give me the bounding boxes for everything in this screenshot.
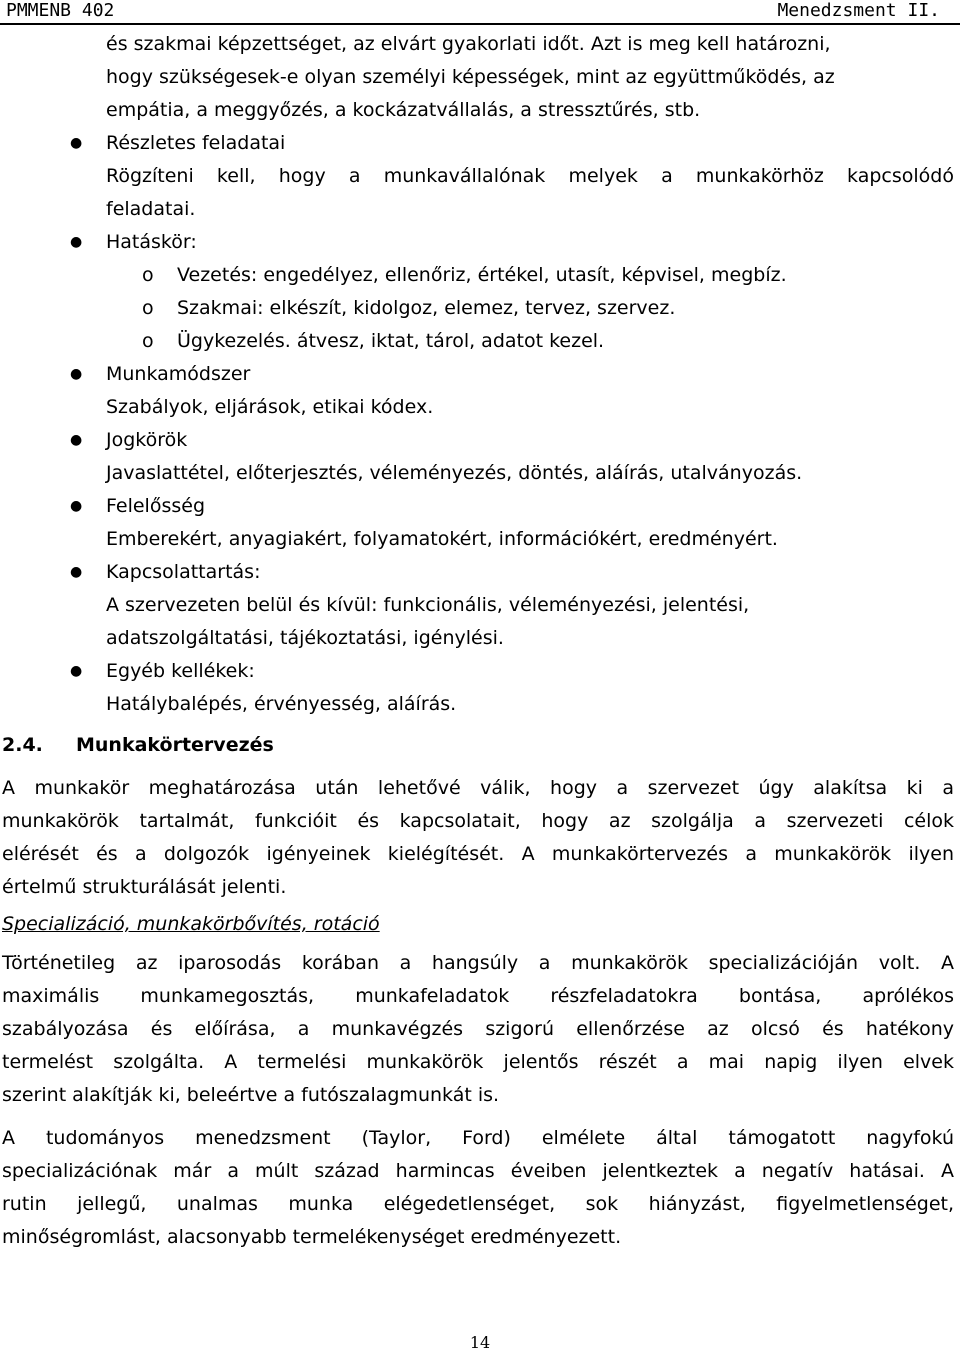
- bullet-item-munkamodszer: [0, 358, 960, 391]
- paragraph-line: A tudományos menedzsment (Taylor, Ford) elmélete által támogatott nagyfokú: [2, 1127, 954, 1149]
- paragraph-line: szabályozása és előírása, a munkavégzés szigorú ellenőrzése az olcsó és hatékony: [2, 1018, 954, 1040]
- paragraph-line: szerint alakítják ki, beleértve a futószalagmunkát is.: [2, 1084, 500, 1106]
- section-number: 2.4.: [2, 734, 43, 756]
- intro-line: empátia, a meggyőzés, a kockázatvállalás, a stressztűrés, stb.: [106, 99, 701, 121]
- sub-item-text: Ügykezelés. átvesz, iktat, tárol, adatot kezel.: [177, 330, 605, 352]
- paragraph-line: munkakörök tartalmát, funkcióit és kapcsolatait, hogy az szolgálja a szervezeti célok: [2, 810, 954, 832]
- page-body: [0, 28, 960, 1254]
- header-divider: [0, 23, 960, 25]
- paragraph-line: elérését és a dolgozók igényeinek kielégítését. A munkakörtervezés a munkakörök ilyen: [2, 843, 954, 865]
- paragraph-2: [0, 947, 960, 1112]
- bullet-icon: ●: [70, 366, 83, 382]
- bullet-text: Emberekért, anyagiakért, folyamatokért, információkért, eredményért.: [106, 528, 778, 550]
- bullet-item-kapcsolattartas: [0, 556, 960, 589]
- paragraph-line: termelést szolgálta. A termelési munkakörök jelentős részét a mai napig ilyen elvek: [2, 1051, 954, 1073]
- sub-item-text: Vezetés: engedélyez, ellenőriz, értékel, utasít, képvisel, megbíz.: [177, 264, 787, 286]
- page-header: [0, 0, 960, 24]
- paragraph-line: Történetileg az iparosodás korában a hangsúly a munkakörök specializációján volt. A: [2, 952, 954, 974]
- intro-line: és szakmai képzettséget, az elvárt gyakorlati időt. Azt is meg kell határozni,: [106, 33, 831, 55]
- bullet-icon: ●: [70, 234, 83, 250]
- bullet-text: Rögzíteni kell, hogy a munkavállalónak melyek a munkakörhöz kapcsolódó: [106, 165, 954, 187]
- intro-line: hogy szükségesek-e olyan személyi képességek, mint az együttműködés, az: [106, 66, 835, 88]
- subheading: Specializáció, munkakörbővítés, rotáció: [2, 913, 380, 935]
- bullet-text: Szabályok, eljárások, etikai kódex.: [106, 396, 434, 418]
- section-title: Munkakörtervezés: [76, 734, 274, 756]
- sub-item-szakmai: [0, 292, 960, 325]
- circle-bullet-icon: o: [142, 264, 154, 286]
- bullet-text: Hatálybalépés, érvényesség, aláírás.: [106, 693, 457, 715]
- bullet-item-jogkorok: [0, 424, 960, 457]
- bullet-text: adatszolgáltatási, tájékoztatási, igénylési.: [106, 627, 504, 649]
- bullet-title: Hatáskör:: [106, 231, 197, 253]
- bullet-title: Munkamódszer: [106, 363, 251, 385]
- sub-item-ugykezeles: [0, 325, 960, 358]
- circle-bullet-icon: o: [142, 297, 154, 319]
- header-course-code: PMMENB 402: [6, 0, 115, 21]
- header-course-title: Menedzsment II.: [777, 0, 940, 21]
- bullet-title: Egyéb kellékek:: [106, 660, 255, 682]
- bullet-title: Felelősség: [106, 495, 205, 517]
- paragraph-3: [0, 1122, 960, 1254]
- bullet-icon: ●: [70, 498, 83, 514]
- bullet-item-egyeb: [0, 655, 960, 688]
- bullet-text: A szervezeten belül és kívül: funkcionális, véleményezési, jelentési,: [106, 594, 750, 616]
- section-heading: [0, 729, 960, 762]
- bullet-item-reszletes: [0, 127, 960, 160]
- bullet-icon: ●: [70, 135, 83, 151]
- sub-item-vezetes: [0, 259, 960, 292]
- bullet-icon: ●: [70, 663, 83, 679]
- bullet-title: Kapcsolattartás:: [106, 561, 261, 583]
- paragraph-line: A munkakör meghatározása után lehetővé válik, hogy a szervezet úgy alakítsa ki a: [2, 777, 954, 799]
- bullet-text: feladatai.: [106, 198, 196, 220]
- sub-item-text: Szakmai: elkészít, kidolgoz, elemez, tervez, szervez.: [177, 297, 676, 319]
- bullet-title: Részletes feladatai: [106, 132, 286, 154]
- page-number: 14: [469, 1333, 491, 1352]
- circle-bullet-icon: o: [142, 330, 154, 352]
- paragraph-line: minőségromlást, alacsonyabb termelékenységet eredményezett.: [2, 1226, 622, 1248]
- bullet-item-hataskor: [0, 226, 960, 259]
- paragraph-line: specializációnak már a múlt század harmincas éveiben jelentkeztek a negatív hatásai. A: [2, 1160, 954, 1182]
- paragraph-line: maximális munkamegosztás, munkafeladatok részfeladatokra bontása, aprólékos: [2, 985, 954, 1007]
- paragraph-line: rutin jellegű, unalmas munka elégedetlenséget, sok hiányzást, figyelmetlenséget,: [2, 1193, 954, 1215]
- bullet-icon: ●: [70, 432, 83, 448]
- paragraph-1: [0, 772, 960, 904]
- bullet-icon: ●: [70, 564, 83, 580]
- bullet-text: Javaslattétel, előterjesztés, véleményezés, döntés, aláírás, utalványozás.: [106, 462, 803, 484]
- bullet-title: Jogkörök: [106, 429, 188, 451]
- paragraph-line: értelmű strukturálását jelenti.: [2, 876, 287, 898]
- bullet-item-felelosseg: [0, 490, 960, 523]
